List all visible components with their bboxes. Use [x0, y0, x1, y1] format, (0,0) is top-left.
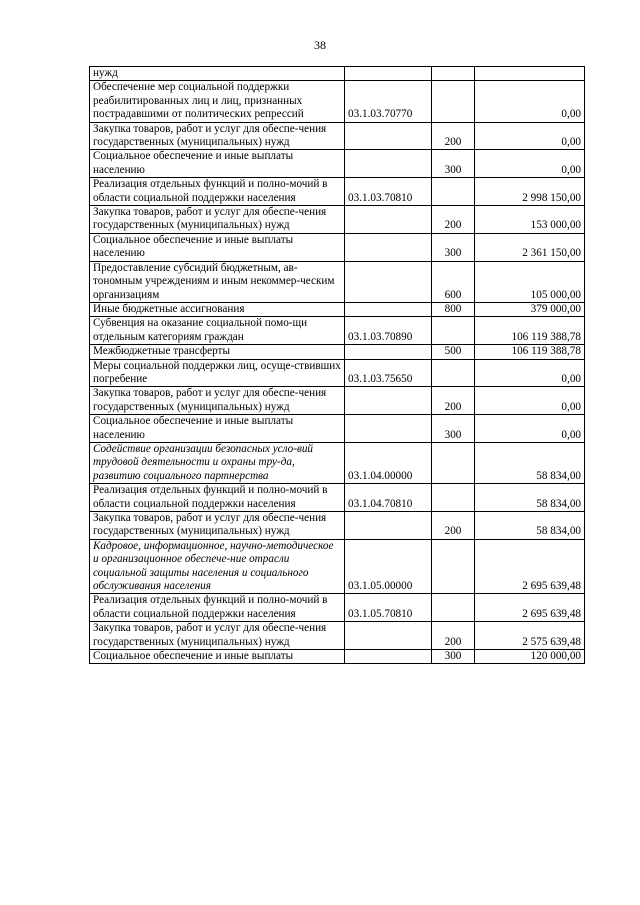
table-row: [90, 81, 585, 122]
row-name-cell: Закупка товаров, работ и услуг для обеспе-чения государственных (муниципальных) нужд: [90, 622, 345, 650]
row-code-cell: [345, 150, 432, 178]
table-row: [90, 415, 585, 443]
row-name-cell: Иные бюджетные ассигнования: [90, 302, 345, 316]
row-code-cell: [345, 206, 432, 234]
row-sum-cell: 2 695 639,48: [475, 594, 585, 622]
row-sum-cell: 0,00: [475, 415, 585, 443]
row-type-cell: 600: [432, 261, 475, 302]
table-row: [90, 387, 585, 415]
table-row: [90, 233, 585, 261]
row-name-cell: Закупка товаров, работ и услуг для обеспе-чения государственных (муниципальных) нужд: [90, 512, 345, 540]
row-sum-cell: 106 119 388,78: [475, 345, 585, 359]
row-code-cell: [345, 302, 432, 316]
row-type-cell: [432, 484, 475, 512]
row-sum-cell: 58 834,00: [475, 442, 585, 483]
row-code-cell: [345, 261, 432, 302]
row-code-cell: [345, 512, 432, 540]
table-row: [90, 302, 585, 316]
row-name-cell: Социальное обеспечение и иные выплаты населению: [90, 415, 345, 443]
row-type-cell: 300: [432, 650, 475, 664]
row-type-cell: [432, 359, 475, 387]
row-sum-cell: [475, 67, 585, 81]
row-type-cell: 800: [432, 302, 475, 316]
table-row: [90, 359, 585, 387]
row-type-cell: 300: [432, 415, 475, 443]
row-sum-cell: 0,00: [475, 359, 585, 387]
row-type-cell: [432, 67, 475, 81]
row-sum-cell: 2 998 150,00: [475, 178, 585, 206]
row-name-cell: Закупка товаров, работ и услуг для обеспе-чения государственных (муниципальных) нужд: [90, 387, 345, 415]
row-type-cell: 200: [432, 512, 475, 540]
row-type-cell: [432, 178, 475, 206]
row-code-cell: [345, 67, 432, 81]
row-sum-cell: 106 119 388,78: [475, 317, 585, 345]
row-name-cell: Кадровое, информационное, научно-методическое и организационное обеспече-ние отрасли социальной защиты населения и социального обслуживания населения: [90, 539, 345, 594]
row-sum-cell: 2 575 639,48: [475, 622, 585, 650]
row-code-cell: [345, 650, 432, 664]
row-sum-cell: 0,00: [475, 81, 585, 122]
table-row: [90, 539, 585, 594]
table-row: [90, 261, 585, 302]
table-row: [90, 594, 585, 622]
row-sum-cell: 58 834,00: [475, 512, 585, 540]
row-sum-cell: 105 000,00: [475, 261, 585, 302]
row-name-cell: Реализация отдельных функций и полно-мочий в области социальной поддержки населения: [90, 594, 345, 622]
table-row: [90, 122, 585, 150]
table-row: [90, 484, 585, 512]
row-type-cell: 200: [432, 387, 475, 415]
row-type-cell: 200: [432, 122, 475, 150]
row-sum-cell: 58 834,00: [475, 484, 585, 512]
row-type-cell: [432, 81, 475, 122]
row-type-cell: 200: [432, 622, 475, 650]
row-name-cell: Социальное обеспечение и иные выплаты населению: [90, 233, 345, 261]
row-sum-cell: 2 361 150,00: [475, 233, 585, 261]
row-name-cell: Субвенция на оказание социальной помо-щи отдельным категориям граждан: [90, 317, 345, 345]
row-code-cell: 03.1.05.70810: [345, 594, 432, 622]
row-type-cell: 300: [432, 150, 475, 178]
row-type-cell: 200: [432, 206, 475, 234]
page-number: 38: [314, 38, 326, 52]
row-name-cell: Социальное обеспечение и иные выплаты населению: [90, 150, 345, 178]
row-name-cell: Межбюджетные трансферты: [90, 345, 345, 359]
row-code-cell: 03.1.05.00000: [345, 539, 432, 594]
row-type-cell: [432, 442, 475, 483]
row-type-cell: 300: [432, 233, 475, 261]
row-name-cell: Закупка товаров, работ и услуг для обеспе-чения государственных (муниципальных) нужд: [90, 206, 345, 234]
row-sum-cell: 379 000,00: [475, 302, 585, 316]
row-sum-cell: 2 695 639,48: [475, 539, 585, 594]
row-name-cell: Социальное обеспечение и иные выплаты: [90, 650, 345, 664]
table-row: [90, 345, 585, 359]
table-row: [90, 442, 585, 483]
row-code-cell: [345, 387, 432, 415]
table-row: [90, 622, 585, 650]
row-code-cell: 03.1.03.75650: [345, 359, 432, 387]
budget-table: [89, 66, 585, 664]
row-name-cell: Реализация отдельных функций и полно-мочий в области социальной поддержки населения: [90, 484, 345, 512]
table-row: [90, 650, 585, 664]
table-row: [90, 317, 585, 345]
row-code-cell: [345, 122, 432, 150]
row-code-cell: [345, 233, 432, 261]
row-type-cell: [432, 594, 475, 622]
row-sum-cell: 0,00: [475, 150, 585, 178]
row-code-cell: 03.1.03.70810: [345, 178, 432, 206]
row-name-cell: Содействие организации безопасных усло-вий трудовой деятельности и охраны тру-да, развитию социального партнерства: [90, 442, 345, 483]
row-code-cell: 03.1.04.00000: [345, 442, 432, 483]
row-sum-cell: 120 000,00: [475, 650, 585, 664]
row-name-cell: Обеспечение мер социальной поддержки реабилитированных лиц и лиц, признанных пострадавшими от политических репрессий: [90, 81, 345, 122]
row-code-cell: [345, 415, 432, 443]
row-code-cell: 03.1.03.70890: [345, 317, 432, 345]
row-code-cell: [345, 622, 432, 650]
table-row: [90, 512, 585, 540]
row-name-cell: Реализация отдельных функций и полно-мочий в области социальной поддержки населения: [90, 178, 345, 206]
budget-table-body: [90, 67, 585, 664]
row-name-cell: Закупка товаров, работ и услуг для обеспе-чения государственных (муниципальных) нужд: [90, 122, 345, 150]
row-sum-cell: 0,00: [475, 122, 585, 150]
row-name-cell: нужд: [90, 67, 345, 81]
row-sum-cell: 153 000,00: [475, 206, 585, 234]
row-sum-cell: 0,00: [475, 387, 585, 415]
row-code-cell: [345, 345, 432, 359]
table-row: [90, 67, 585, 81]
row-code-cell: 03.1.03.70770: [345, 81, 432, 122]
row-type-cell: [432, 317, 475, 345]
table-row: [90, 150, 585, 178]
row-type-cell: 500: [432, 345, 475, 359]
row-name-cell: Предоставление субсидий бюджетным, ав-тономным учреждениям и иным некоммер-ческим организациям: [90, 261, 345, 302]
row-type-cell: [432, 539, 475, 594]
row-code-cell: 03.1.04.70810: [345, 484, 432, 512]
row-name-cell: Меры социальной поддержки лиц, осуще-ствивших погребение: [90, 359, 345, 387]
table-row: [90, 206, 585, 234]
table-row: [90, 178, 585, 206]
